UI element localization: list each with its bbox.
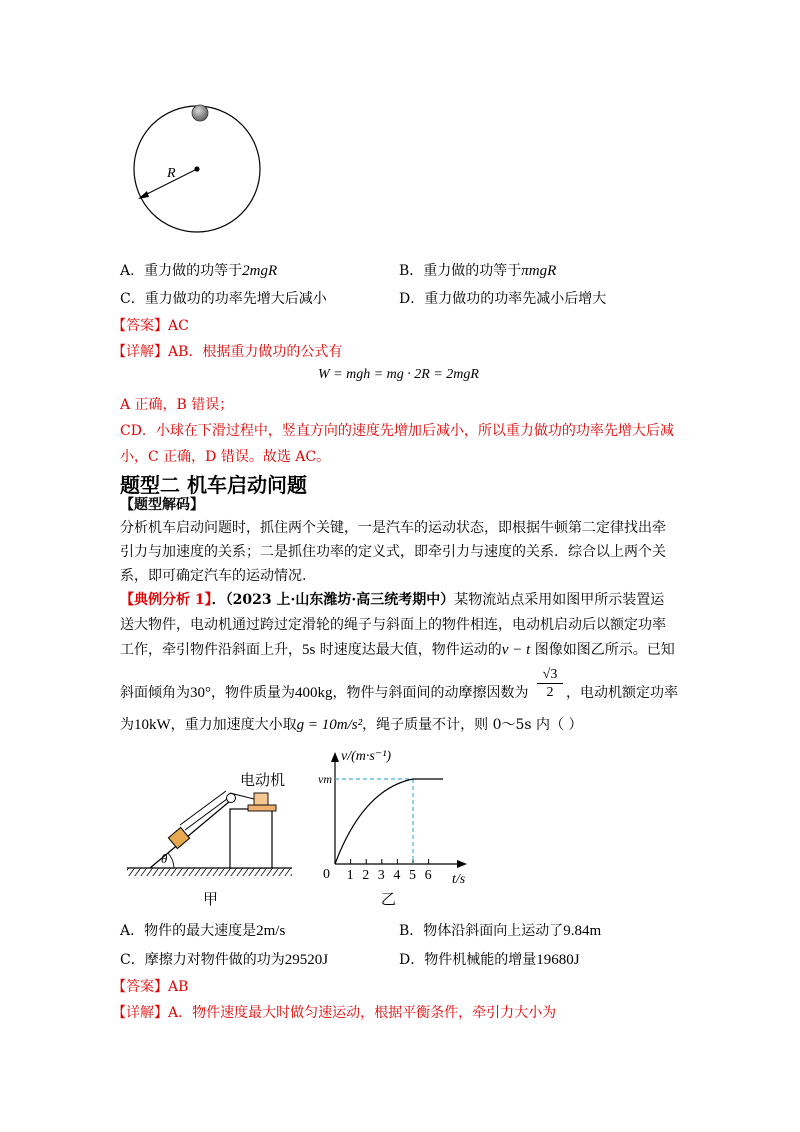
q2-option-a: A．物件的最大速度是2m/s	[120, 923, 286, 939]
x-tick-label: 6	[424, 868, 432, 883]
rope-1	[185, 796, 231, 830]
q1-line-cd-1: CD．小球在下滑过程中，竖直方向的速度先增加后减小，所以重力做功的功率先增大后减	[120, 423, 674, 439]
section-subtitle: 【题型解码】	[120, 497, 204, 513]
rope-2	[180, 791, 226, 825]
platform	[230, 809, 272, 868]
x-ticks	[347, 859, 432, 883]
q2-stem-line-3: 工作，牵引物件沿斜面上升，5s 时速度达最大值，物件运动的v − t 图像如图乙所示。已知	[120, 642, 675, 658]
q2-detail: 【详解】A．物件速度最大时做匀速运动，根据平衡条件，牵引力大小为	[112, 1005, 557, 1021]
q2-label: 【典例分析 1】	[120, 592, 212, 608]
x-tick-label: 2	[362, 868, 370, 883]
angle-label: θ	[161, 851, 168, 866]
x-axis-label: t/s	[452, 872, 466, 887]
q2-stem-line-4b: ，电动机额定功率	[566, 685, 678, 701]
cargo-block	[168, 827, 189, 848]
ground-hatch	[127, 868, 292, 876]
circle-figure	[125, 95, 275, 245]
section-title: 题型二 机车启动问题	[120, 473, 307, 497]
q1-option-d: D．重力做功的功率先减小后增大	[399, 291, 607, 307]
q1-option-a: A．重力做的功等于2mgR	[120, 263, 278, 279]
mu-numerator: √3	[537, 666, 563, 684]
section-para-3: 系，即可确定汽车的运动情况.	[120, 568, 307, 584]
q1-line-ab: A 正确，B 错误；	[120, 397, 234, 413]
q2-option-b: B．物体沿斜面向上运动了9.84m	[399, 923, 602, 939]
fig-left-caption: 甲	[203, 890, 219, 908]
motor-body	[254, 793, 268, 805]
q2-option-d: D．物件机械能的增量19680J	[399, 952, 580, 968]
angle-arc	[168, 853, 174, 868]
vt-curve	[335, 779, 443, 864]
vm-label: vm	[318, 772, 332, 786]
fig-right-caption: 乙	[381, 890, 397, 908]
origin-label: 0	[323, 867, 330, 882]
q2-stem-line-4: 斜面倾角为30°，物件质量为400kg，物件与斜面间的动摩擦因数为	[120, 685, 529, 701]
radius-label: R	[167, 166, 176, 181]
q2-stem-line-2: 送大物件，电动机通过跨过定滑轮的绳子与斜面上的物件相连，电动机启动后以额定功率	[120, 617, 666, 633]
pulley	[227, 794, 236, 803]
x-axis-arrow	[457, 860, 467, 868]
q2-answer: 【答案】AB	[112, 979, 189, 995]
section-para-2: 引力与加速度的关系；二是抓住功率的定义式，即牵引力与速度的关系．综合以上两个关	[120, 544, 666, 560]
mu-fraction	[537, 666, 563, 701]
vt-graph	[313, 746, 473, 891]
motor-label: 电动机	[240, 773, 286, 789]
section-para-1: 分析机车启动问题时，抓住两个关键，一是汽车的运动状态，即根据牛顿第二定律找出牵	[120, 520, 666, 536]
q1-option-c: C．重力做功的功率先增大后减小	[120, 291, 327, 307]
q1-formula: W = mgh = mg · 2R = 2mgR	[318, 367, 479, 382]
q2-source: ．（2023 上·山东潍坊·高三统考期中）	[211, 592, 455, 608]
x-tick-label: 3	[377, 868, 385, 883]
q2-option-c: C．摩擦力对物件做的功为29520J	[120, 952, 329, 968]
ball	[192, 105, 208, 121]
q1-detail-intro: 【详解】AB．根据重力做功的公式有	[112, 344, 343, 360]
x-tick-label: 1	[346, 868, 354, 883]
q1-line-cd-2: 小，C 正确，D 错误。故选 AC。	[120, 449, 331, 465]
y-axis-arrow	[331, 752, 339, 762]
mu-denominator: 2	[546, 685, 554, 700]
y-axis-label: v/(m·s⁻¹)	[341, 749, 392, 764]
q1-answer: 【答案】AC	[112, 318, 189, 334]
q1-option-b: B．重力做的功等于πmgR	[399, 263, 557, 279]
q2-stem-line-5: 为10kW，重力加速度大小取g = 10m/s²，绳子质量不计，则 0～5s 内（ ）	[120, 717, 583, 733]
motor-base	[248, 805, 276, 811]
x-tick-label: 5	[409, 868, 416, 883]
q2-stem-line-1: 【典例分析 1】．（2023 上·山东潍坊·高三统考期中）某物流站点采用如图甲所示装置运	[120, 592, 665, 608]
x-tick-label: 4	[393, 868, 401, 883]
